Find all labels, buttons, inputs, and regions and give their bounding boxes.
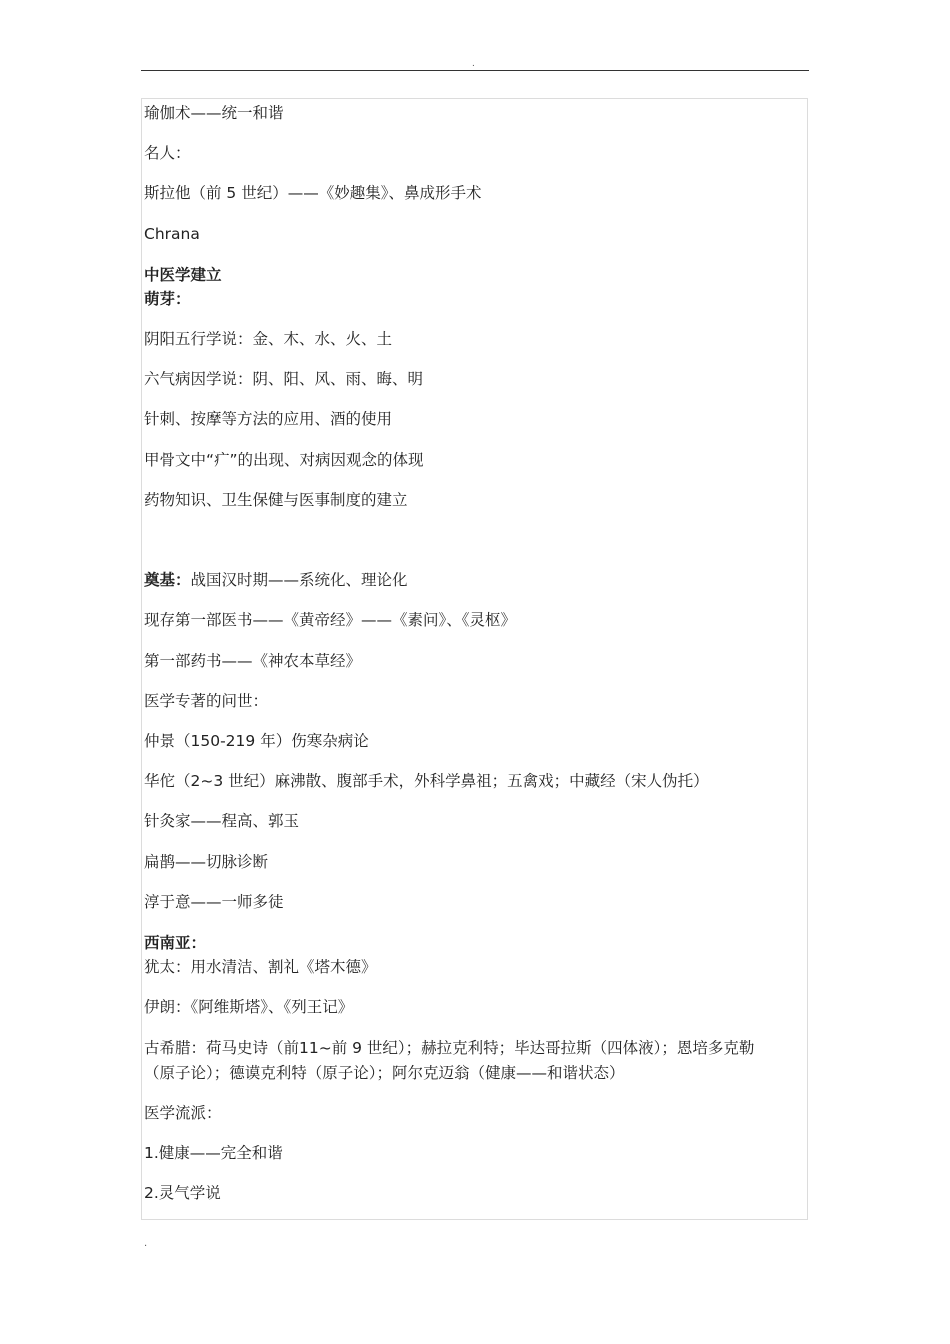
text-line: （原子论）；德谟克利特（原子论）；阿尔克迈翁（健康——和谐状态） (144, 1064, 625, 1082)
text-line: 2.灵气学说 (144, 1184, 221, 1202)
text-line: Chrana (144, 225, 200, 243)
text-line: 瑜伽术——统一和谐 (144, 104, 284, 122)
text-line: 药物知识、卫生保健与医事制度的建立 (144, 491, 408, 509)
text-span: 战国汉时期——系统化、理论化 (190, 571, 408, 589)
text-line: 华佗（2~3 世纪）麻沸散、腹部手术，外科学鼻祖；五禽戏；中藏经（宋人伪托） (144, 772, 709, 790)
section-heading: 西南亚： (144, 934, 207, 952)
text-line: 第一部药书——《神农本草经》 (144, 652, 362, 670)
text-line: 斯拉他（前 5 世纪）——《妙趣集》、鼻成形手术 (144, 184, 482, 202)
subsection-heading: 奠基： (144, 571, 191, 589)
text-line: 针刺、按摩等方法的应用、酒的使用 (144, 410, 393, 428)
text-line: 古希腊：荷马史诗（前11~前 9 世纪）；赫拉克利特；毕达哥拉斯（四体液）；恩培多克勒 (144, 1039, 755, 1057)
text-line: 1.健康——完全和谐 (144, 1144, 283, 1162)
subsection-heading: 萌芽： (144, 290, 191, 308)
header-rule (141, 70, 809, 71)
text-line: 犹太：用水清洁、割礼《塔木德》 (144, 958, 377, 976)
text-line (144, 568, 408, 592)
text-line: 医学流派： (144, 1104, 222, 1122)
text-line: 六气病因学说：阴、阳、风、雨、晦、明 (144, 370, 424, 388)
text-line: 名人： (144, 144, 191, 162)
text-line: 阴阳五行学说：金、木、水、火、土 (144, 330, 393, 348)
text-line: 医学专著的问世： (144, 692, 269, 710)
text-line: 针灸家——程高、郭玉 (144, 812, 300, 830)
text-line: 伊朗：《阿维斯塔》、《列王记》 (144, 998, 354, 1016)
text-line: 仲景（150-219 年）伤寒杂病论 (144, 732, 369, 750)
text-line: 扁鹊——切脉诊断 (144, 853, 269, 871)
section-heading: 中医学建立 (144, 266, 222, 284)
text-line: 现存第一部医书——《黄帝经》——《素问》、《灵枢》 (144, 611, 517, 629)
footer-mark: . (144, 1238, 148, 1249)
text-line: 甲骨文中“疒”的出现、对病因观念的体现 (144, 451, 424, 469)
header-mark: . (472, 58, 475, 69)
text-line: 淳于意——一师多徒 (144, 893, 284, 911)
